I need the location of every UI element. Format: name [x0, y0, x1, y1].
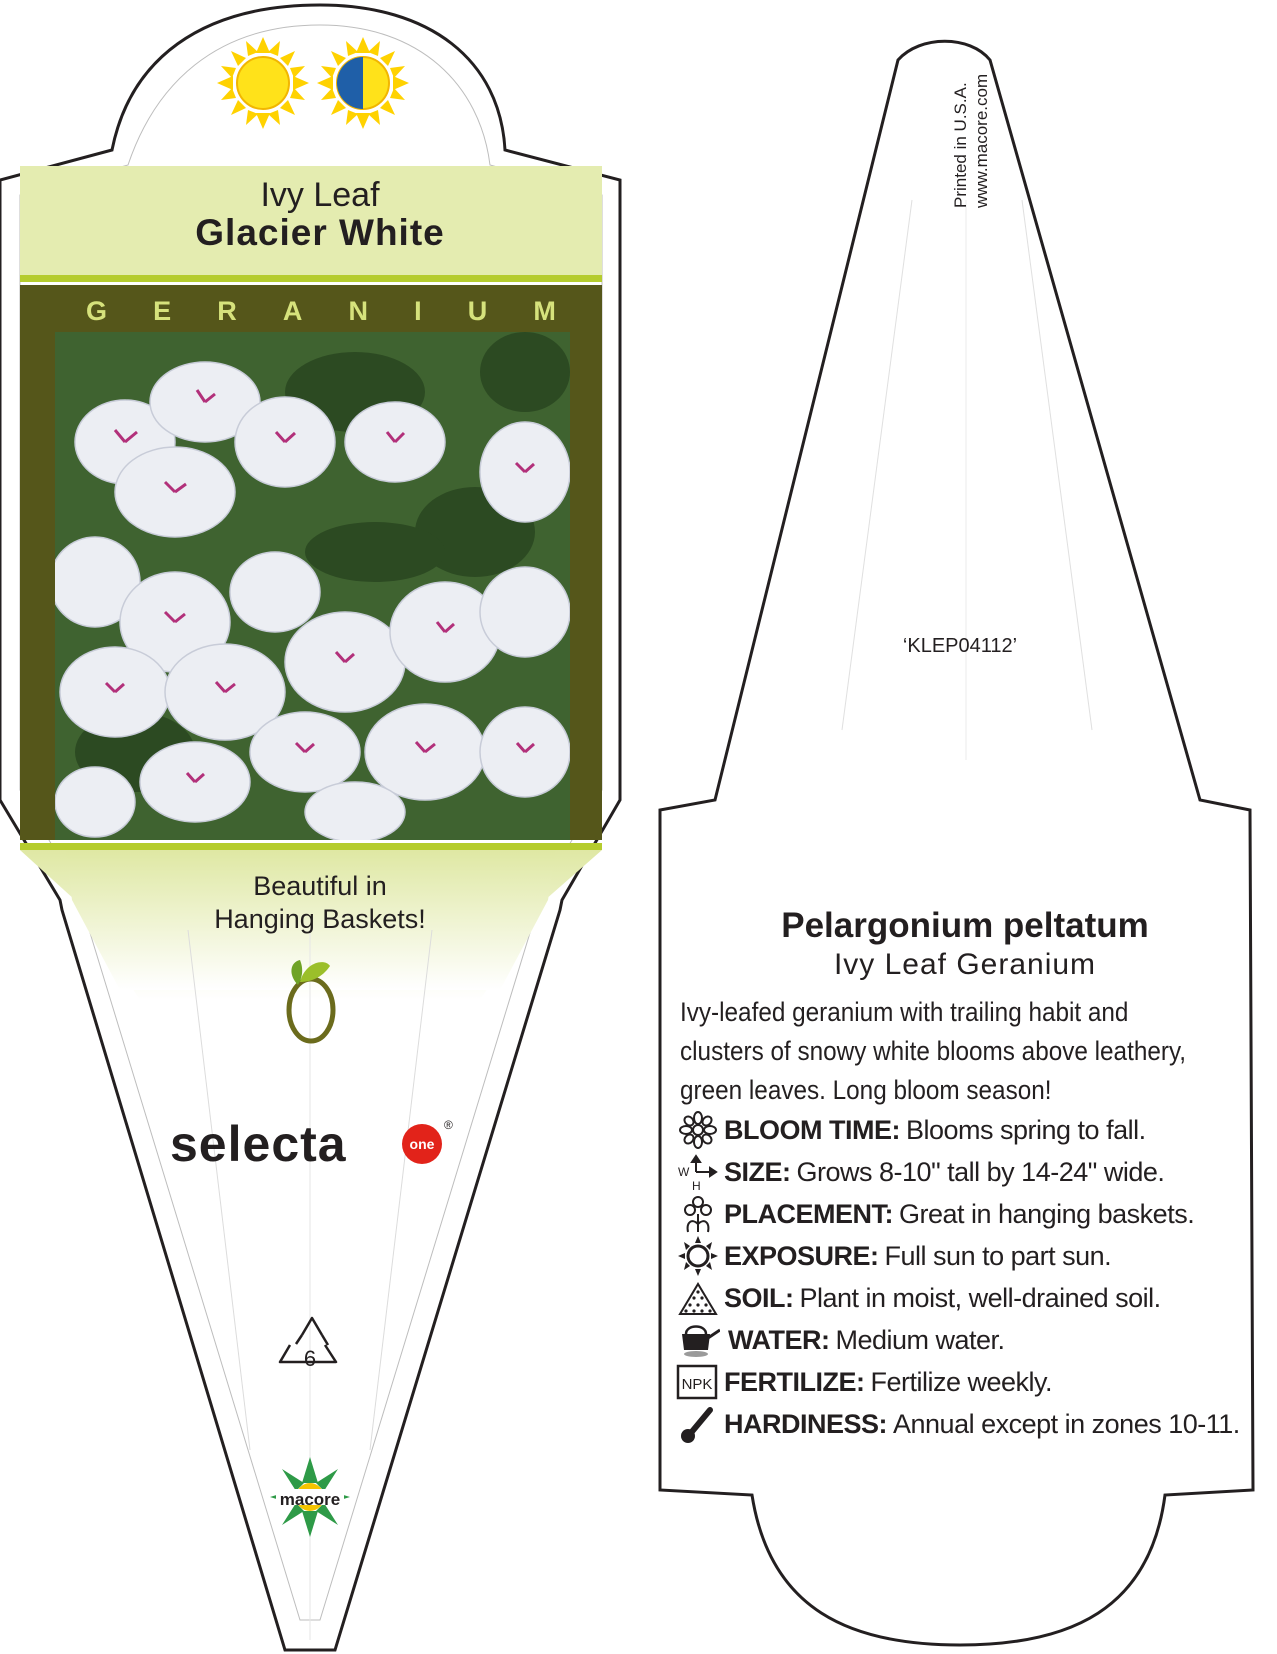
care-label: SIZE: — [724, 1156, 791, 1187]
genus-letter: I — [414, 296, 422, 326]
sun-icon — [676, 1236, 720, 1276]
thermometer-icon — [676, 1404, 720, 1444]
care-row-hardiness — [676, 1404, 1240, 1444]
soil-icon — [676, 1278, 720, 1318]
macore-wordmark: macore — [279, 1490, 341, 1509]
care-row-size — [676, 1152, 1164, 1192]
care-row-water — [676, 1320, 1005, 1360]
care-label: WATER: — [728, 1324, 830, 1355]
printed-in-label: Printed in U.S.A. — [951, 82, 970, 208]
genus-letter: N — [348, 296, 369, 326]
registered-mark: ® — [444, 1118, 453, 1132]
watering-can-icon — [676, 1320, 720, 1360]
genus-letter: E — [153, 296, 172, 326]
tagline-line: Beautiful in — [253, 871, 387, 901]
care-value: Blooms spring to fall. — [905, 1114, 1146, 1145]
care-row-soil — [676, 1278, 1161, 1318]
placement-icon — [676, 1194, 720, 1234]
care-value: Medium water. — [835, 1324, 1005, 1355]
care-value: Full sun to part sun. — [884, 1240, 1112, 1271]
care-label: EXPOSURE: — [724, 1240, 879, 1271]
care-value: Plant in moist, well-drained soil. — [799, 1282, 1161, 1313]
care-label: FERTILIZE: — [724, 1366, 865, 1397]
common-name: Ivy Leaf Geranium — [833, 948, 1097, 981]
care-value: Fertilize weekly. — [870, 1366, 1053, 1397]
genus-letter: R — [217, 296, 237, 326]
care-value: Grows 8-10" tall by 14-24" wide. — [796, 1156, 1165, 1187]
npk-icon — [676, 1362, 720, 1402]
care-row-fertilize — [676, 1362, 1052, 1402]
care-label: HARDINESS: — [724, 1408, 888, 1439]
care-label: PLACEMENT: — [724, 1198, 893, 1229]
variety-name-title: Glacier White — [195, 212, 445, 253]
variety-series-title: Ivy Leaf — [260, 176, 380, 214]
care-row-bloom-time — [676, 1110, 1146, 1150]
scientific-name: Pelargonium peltatum — [781, 906, 1149, 945]
size-icon-w-letter: W — [678, 1165, 690, 1179]
genus-letter: U — [467, 296, 488, 326]
size-icon — [676, 1152, 720, 1192]
recycle-code: 6 — [303, 1346, 317, 1371]
plant-description: Ivy-leafed geranium with trailing habit and clusters of snowy white blooms above leathery, green leaves. Long bloom season! — [680, 997, 1187, 1105]
flower-icon — [676, 1110, 720, 1150]
care-label: SOIL: — [724, 1282, 794, 1313]
genus-letter: M — [533, 296, 556, 326]
genus-letter: G — [86, 296, 108, 326]
cultivar-code: ‘KLEP04112’ — [902, 635, 1018, 657]
brand-badge: one — [402, 1124, 442, 1164]
care-row-placement — [676, 1194, 1194, 1234]
care-label: BLOOM TIME: — [724, 1114, 900, 1145]
npk-icon-text: NPK — [681, 1376, 713, 1393]
website-label: www.macore.com — [972, 73, 991, 208]
brand-wordmark: selecta — [170, 1116, 347, 1172]
care-row-exposure — [676, 1236, 1111, 1276]
care-value: Annual except in zones 10-11. — [893, 1408, 1240, 1439]
care-value: Great in hanging baskets. — [899, 1198, 1195, 1229]
size-icon-h-letter: H — [692, 1179, 701, 1192]
genus-letter: A — [282, 296, 303, 326]
tagline-line: Hanging Baskets! — [214, 904, 426, 934]
